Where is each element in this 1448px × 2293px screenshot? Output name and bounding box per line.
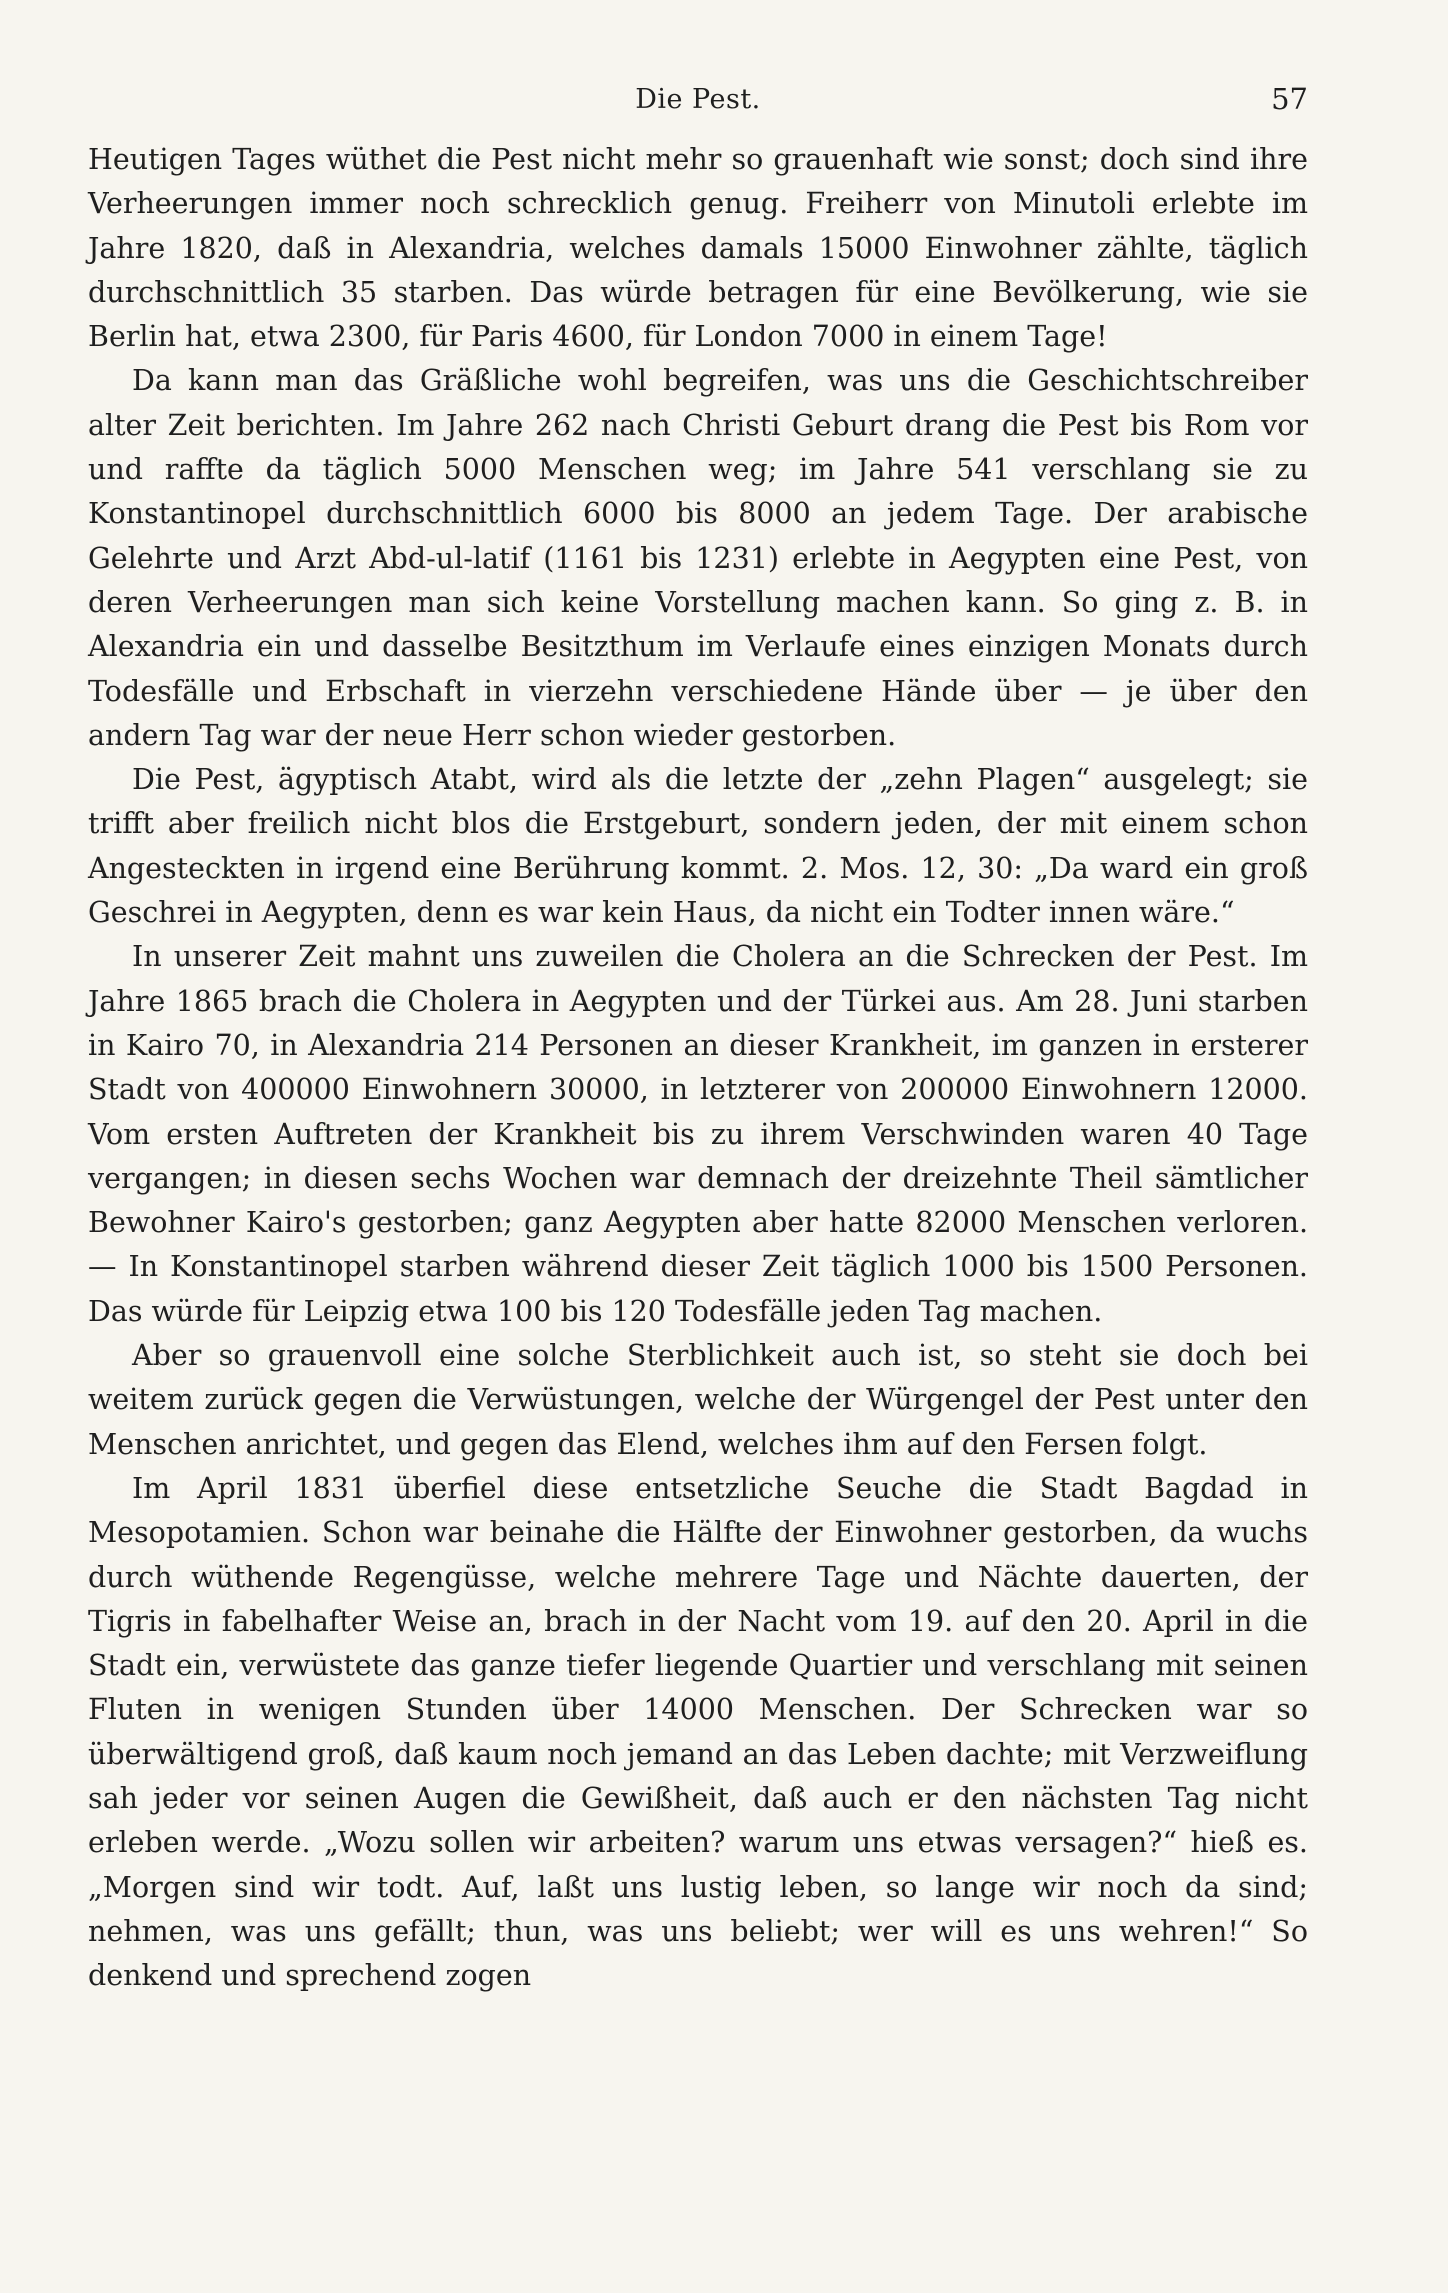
paragraph: Da kann man das Gräßliche wohl begreifen, was uns die Geschichtschreiber alter Zeit berichten. Im Jahre 262 nach Christi Geburt drang die Pest bis Rom vor und raffte da täglich 5000 Menschen weg; im Jahre 541 verschlang sie zu Konstantinopel durchschnittlich 6000 bis 8000 an jedem Tage. Der arabische Gelehrte und Arzt Abd-ul-latif (1161 bis 1231) erlebte in Aegypten eine Pest, von deren Verheerungen man sich keine Vorstellung machen kann. So ging z. B. in Alexandria ein und dasselbe Besitzthum im Verlaufe eines einzigen Monats durch Todesfälle und Erbschaft in vierzehn verschiedene Hände über — je über den andern Tag war der neue Herr schon wieder gestorben. — [88, 364, 1308, 752]
paragraph: Im April 1831 überfiel diese entsetzliche Seuche die Stadt Bagdad in Mesopotamien. Schon war beinahe die Hälfte der Einwohner gestorben, da wuchs durch wüthende Regengüsse, welche mehrere Tage und Nächte dauerten, der Tigris in fabelhafter Weise an, brach in der Nacht vom 19. auf den 20. April in die Stadt ein, verwüstete das ganze tiefer liegende Quartier und verschlang mit seinen Fluten in wenigen Stunden über 14000 Menschen. Der Schrecken war so überwältigend groß, daß kaum noch jemand an das Leben dachte; mit Verzweiflung sah jeder vor seinen Augen die Gewißheit, daß auch er den nächsten Tag nicht erleben werde. „Wozu sollen wir arbeiten? warum uns etwas versagen?“ hieß es. „Morgen sind wir todt. Auf, laßt uns lustig leben, so lange wir noch da sind; nehmen, was uns gefällt; thun, was uns beliebt; wer will es uns wehren!“ So denkend und sprechend zogen — [88, 1471, 1308, 1993]
body-text — [88, 138, 1308, 1998]
book-page — [88, 76, 1308, 1998]
running-title: Die Pest. — [635, 84, 761, 115]
page-number: 57 — [1271, 82, 1308, 116]
running-head — [88, 76, 1308, 124]
paragraph: In unserer Zeit mahnt uns zuweilen die Cholera an die Schrecken der Pest. Im Jahre 1865 brach die Cholera in Aegypten und der Türkei aus. Am 28. Juni starben in Kairo 70, in Alexandria 214 Personen an dieser Krankheit, im ganzen in ersterer Stadt von 400000 Einwohnern 30000, in letzterer von 200000 Einwohnern 12000. Vom ersten Auftreten der Krankheit bis zu ihrem Verschwinden waren 40 Tage vergangen; in diesen sechs Wochen war demnach der dreizehnte Theil sämtlicher Bewohner Kairo's gestorben; ganz Aegypten aber hatte 82000 Menschen verloren. — In Konstantinopel starben während dieser Zeit täglich 1000 bis 1500 Personen. Das würde für Leipzig etwa 100 bis 120 Todesfälle jeden Tag machen. — [88, 940, 1308, 1328]
paragraph: Heutigen Tages wüthet die Pest nicht mehr so grauenhaft wie sonst; doch sind ihre Verheerungen immer noch schrecklich genug. Freiherr von Minutoli erlebte im Jahre 1820, daß in Alexandria, welches damals 15000 Einwohner zählte, täglich durchschnittlich 35 starben. Das würde betragen für eine Bevölkerung, wie sie Berlin hat, etwa 2300, für Paris 4600, für London 7000 in einem Tage! — [88, 143, 1308, 354]
paragraph: Aber so grauenvoll eine solche Sterblichkeit auch ist, so steht sie doch bei weitem zurück gegen die Verwüstungen, welche der Würgengel der Pest unter den Menschen anrichtet, und gegen das Elend, welches ihm auf den Fersen folgt. — [88, 1339, 1308, 1461]
paragraph: Die Pest, ägyptisch Atabt, wird als die letzte der „zehn Plagen“ ausgelegt; sie trifft aber freilich nicht blos die Erstgeburt, sondern jeden, der mit einem schon Angesteckten in irgend eine Berührung kommt. 2. Mos. 12, 30: „Da ward ein groß Geschrei in Aegypten, denn es war kein Haus, da nicht ein Todter innen wäre.“ — [88, 763, 1308, 930]
